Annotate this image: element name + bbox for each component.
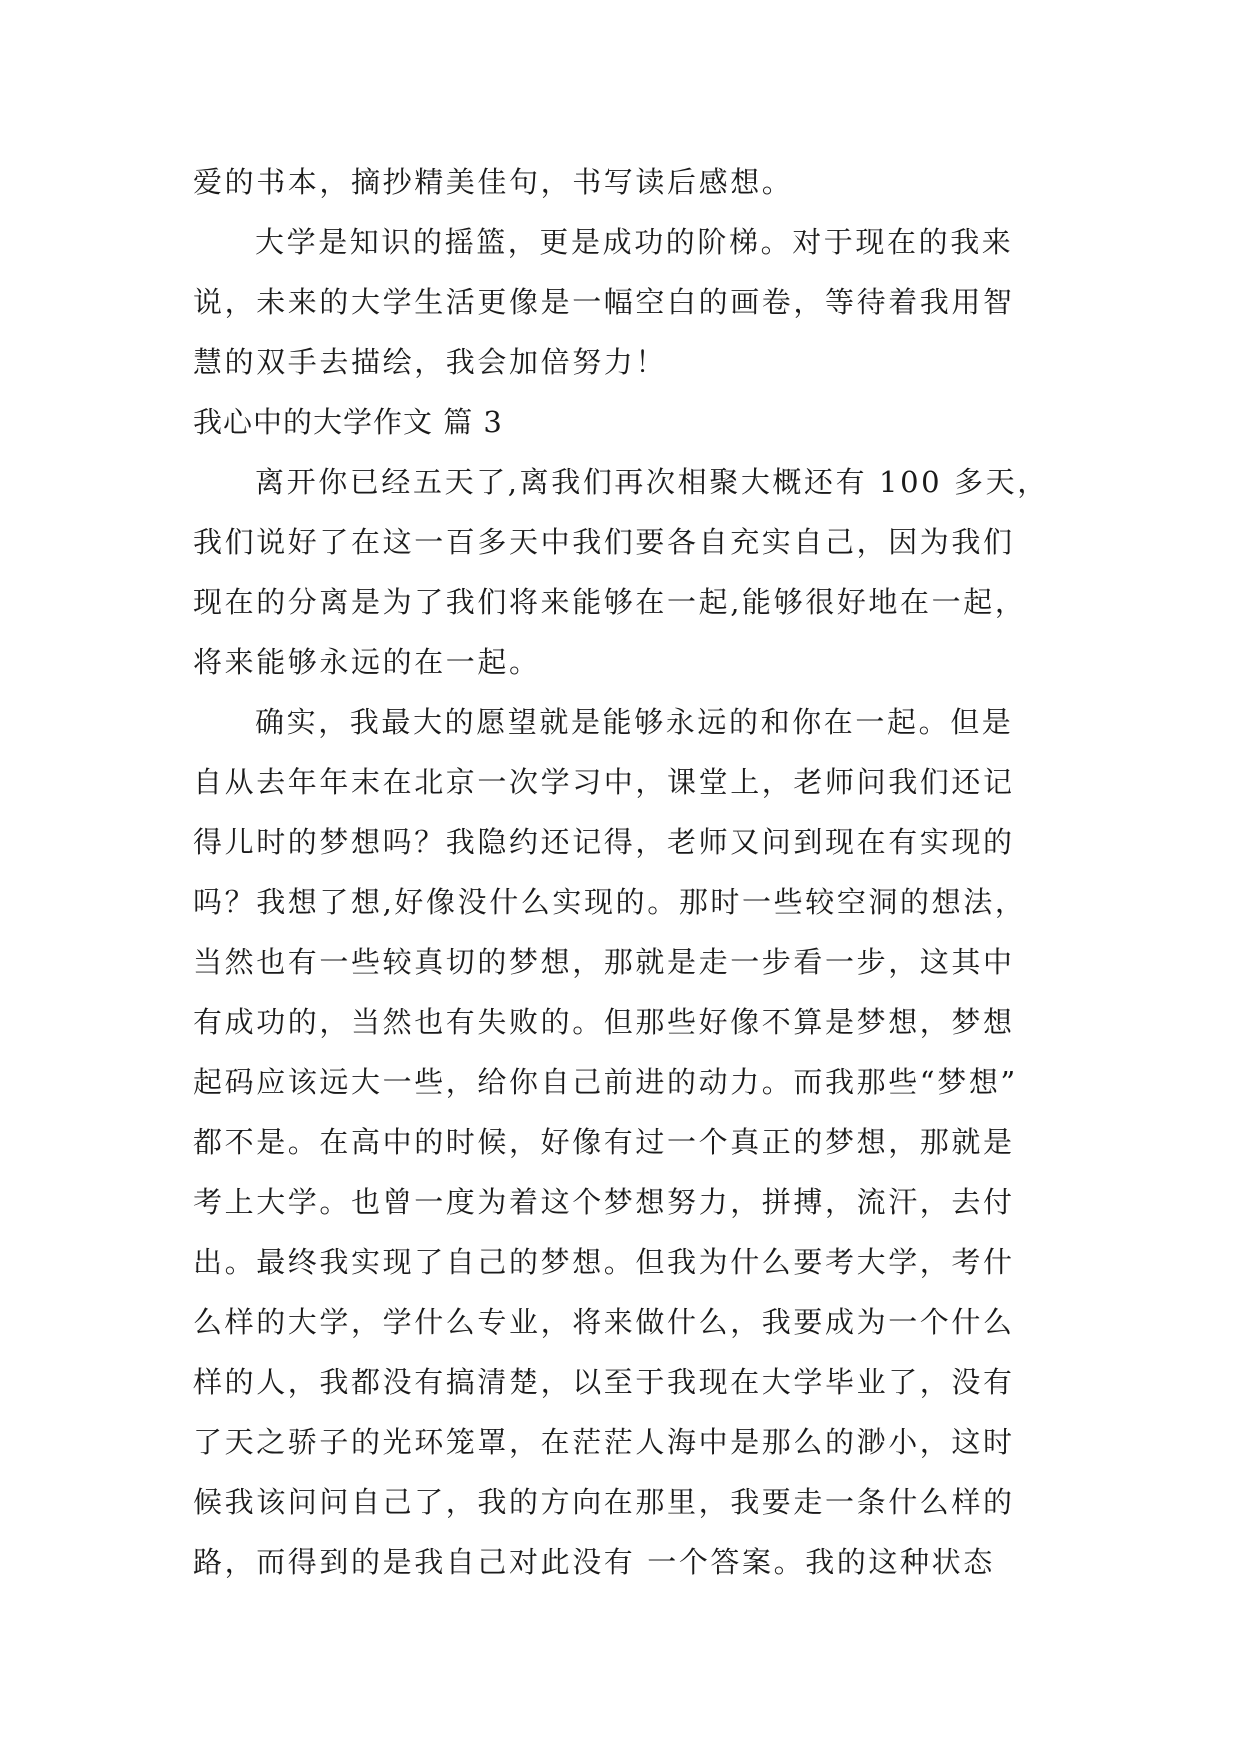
text-line: 么样的大学，学什么专业，将来做什么，我要成为一个什么 <box>193 1305 1015 1339</box>
text-line: 考上大学。也曾一度为着这个梦想努力，拼搏，流汗，去付 <box>193 1185 1015 1219</box>
text-line: 离开你已经五天了,离我们再次相聚大概还有 100 多天， <box>255 465 1049 499</box>
section-heading: 我心中的大学作文 篇 3 <box>193 405 503 439</box>
text-line: 爱的书本，摘抄精美佳句，书写读后感想。 <box>193 165 794 199</box>
text-line: 路，而得到的是我自己对此没有 一个答案。我的这种状态 <box>193 1545 995 1579</box>
text-line: 了天之骄子的光环笼罩，在茫茫人海中是那么的渺小，这时 <box>193 1425 1015 1459</box>
text-line: 大学是知识的摇篮，更是成功的阶梯。对于现在的我来 <box>255 225 1014 259</box>
text-line: 我们说好了在这一百多天中我们要各自充实自己，因为我们 <box>193 525 1015 559</box>
text-line: 都不是。在高中的时候，好像有过一个真正的梦想，那就是 <box>193 1125 1015 1159</box>
text-line: 出。最终我实现了自己的梦想。但我为什么要考大学，考什 <box>193 1245 1015 1279</box>
text-line: 自从去年年末在北京一次学习中，课堂上，老师问我们还记 <box>193 765 1015 799</box>
text-line: 将来能够永远的在一起。 <box>193 645 541 679</box>
text-line: 样的人，我都没有搞清楚，以至于我现在大学毕业了，没有 <box>193 1365 1015 1399</box>
text-line: 现在的分离是为了我们将来能够在一起,能够很好地在一起， <box>193 585 1027 619</box>
text-line: 得儿时的梦想吗？我隐约还记得，老师又问到现在有实现的 <box>193 825 1015 859</box>
text-line: 起码应该远大一些，给你自己前进的动力。而我那些“梦想” <box>193 1065 1018 1099</box>
text-line: 吗？我想了想,好像没什么实现的。那时一些较空洞的想法， <box>193 885 1027 919</box>
text-line: 候我该问问自己了，我的方向在那里，我要走一条什么样的 <box>193 1485 1015 1519</box>
essay-body <box>193 152 1058 1592</box>
text-line: 确实，我最大的愿望就是能够永远的和你在一起。但是 <box>255 705 1014 739</box>
text-line: 慧的双手去描绘，我会加倍努力！ <box>193 345 668 379</box>
text-line: 说，未来的大学生活更像是一幅空白的画卷，等待着我用智 <box>193 285 1015 319</box>
text-line: 当然也有一些较真切的梦想，那就是走一步看一步，这其中 <box>193 945 1015 979</box>
text-line: 有成功的，当然也有失败的。但那些好像不算是梦想，梦想 <box>193 1005 1015 1039</box>
